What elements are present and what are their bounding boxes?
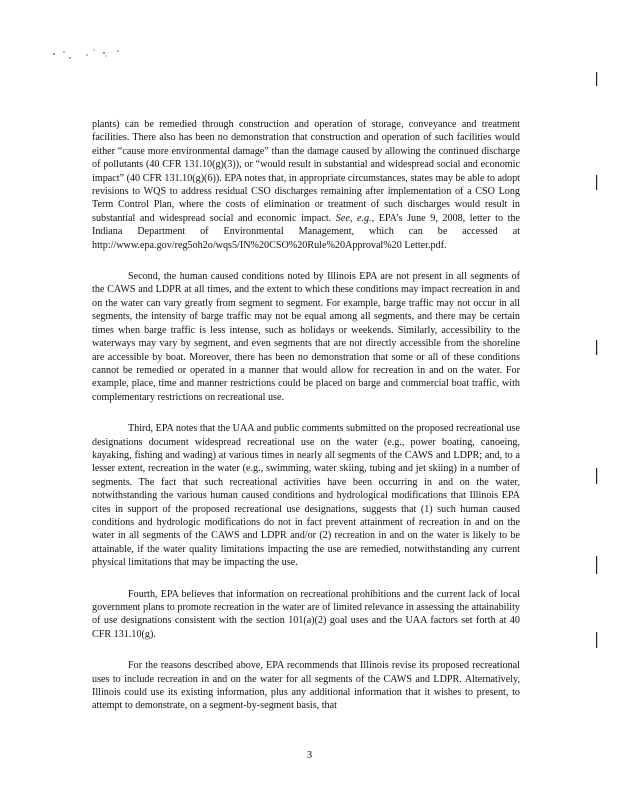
paragraph-third: Third, EPA notes that the UAA and public comments submitted on the proposed recreational use designations document widespread recreational use on the water (e.g., power boating, canoeing, kayaking, fishing and wading) at various times in nearly all segments of the CAWS and LDPR; and, to a lesser extent, recreation in the water (e.g., swimming, water skiing, tubing and jet skiing) in a number of segments. The fact that such recreational activities have been occurring in and on the water, notwithstanding the various human caused conditions and hydrological modifications that Illinois EPA cites in support of the proposed recreational use designations, suggests that (1) such human caused conditions and hydrologic modifications do not in fact prevent attainment of recreation in and on the water in all segments of the CAWS and LDPR and/or (2) recreation in and on the water is likely to be attainable, if the water quality limitations impacting the use are remedied, notwithstanding any current physical limitations that may be impacting the use. xyxy=(92,423,520,569)
paragraph-fourth: Fourth, EPA believes that information on recreational prohibitions and the current lack of local government plans to promote recreation in the water are of limited relevance in assessing the attainability of use designations consistent with the section 101(a)(2) goal uses and the UAA factors set forth at 40 CFR 131.10(g). xyxy=(92,588,520,640)
letter-body xyxy=(92,118,520,731)
paragraph-continued xyxy=(92,118,520,252)
page-number: 3 xyxy=(306,750,313,761)
scan-edge-marks xyxy=(579,0,619,800)
paragraph-text: plants) can be remedied through construction and operation of storage, conveyance and treatment facilities. There also has been no demonstration that construction and operation of such facilities would either “cause more environmental damage” than the damage caused by allowing the continued discharge of pollutants (40 CFR 131.10(g)(3)), or “would result in substantial and widespread social and economic impact” (40 CFR 131.10(g)(6)). EPA notes that, in appropriate circumstances, states may be able to adopt revisions to WQS to address residual CSO discharges remaining after implementation of a CSO Long Term Control Plan, where the costs of elimination or treatment of such discharges would result in substantial and widespread social and economic impact. xyxy=(92,119,520,224)
paragraph-text-link: EPA’s June 9, 2008, letter to the Indiana Department of Environmental Management, which can be accessed at http://www.epa.gov/reg5oh2o/wqs5/IN%20CSO%20Rule%20Approval%20 Letter.pdf. xyxy=(92,212,521,251)
citation-signal: See, e.g., xyxy=(335,212,375,224)
paragraph-second: Second, the human caused conditions noted by Illinois EPA are not present in all segments of the CAWS and LDPR at all times, and the extent to which these conditions may impact recreation in and on the water can vary greatly from segment to segment. For example, barge traffic may not occur in all segments, the intensity of barge traffic may not be equal among all segments, and there may be certain times when barge traffic is less intense, such as holidays or weekends. Similarly, accessibility to the waterways may vary by segment, and even segments that are not directly accessible from the shoreline are accessible by boat. Moreover, there has been no demonstration that some or all of these conditions cannot be remedied or operated in a manner that would allow for recreation in and on the water. For example, place, time and manner restrictions could be placed on barge and commercial boat traffic, with complementary restrictions on recreational use. xyxy=(92,271,520,403)
paragraph-conclusion: For the reasons described above, EPA recommends that Illinois revise its proposed recreational uses to include recreation in and on the water for all segments of the CAWS and LDPR. Alternatively, Illinois could use its existing information, plus any additional information that it wishes to present, to attempt to demonstrate, on a segment-by-segment basis, that xyxy=(92,660,520,712)
scan-noise-marks xyxy=(40,40,130,70)
